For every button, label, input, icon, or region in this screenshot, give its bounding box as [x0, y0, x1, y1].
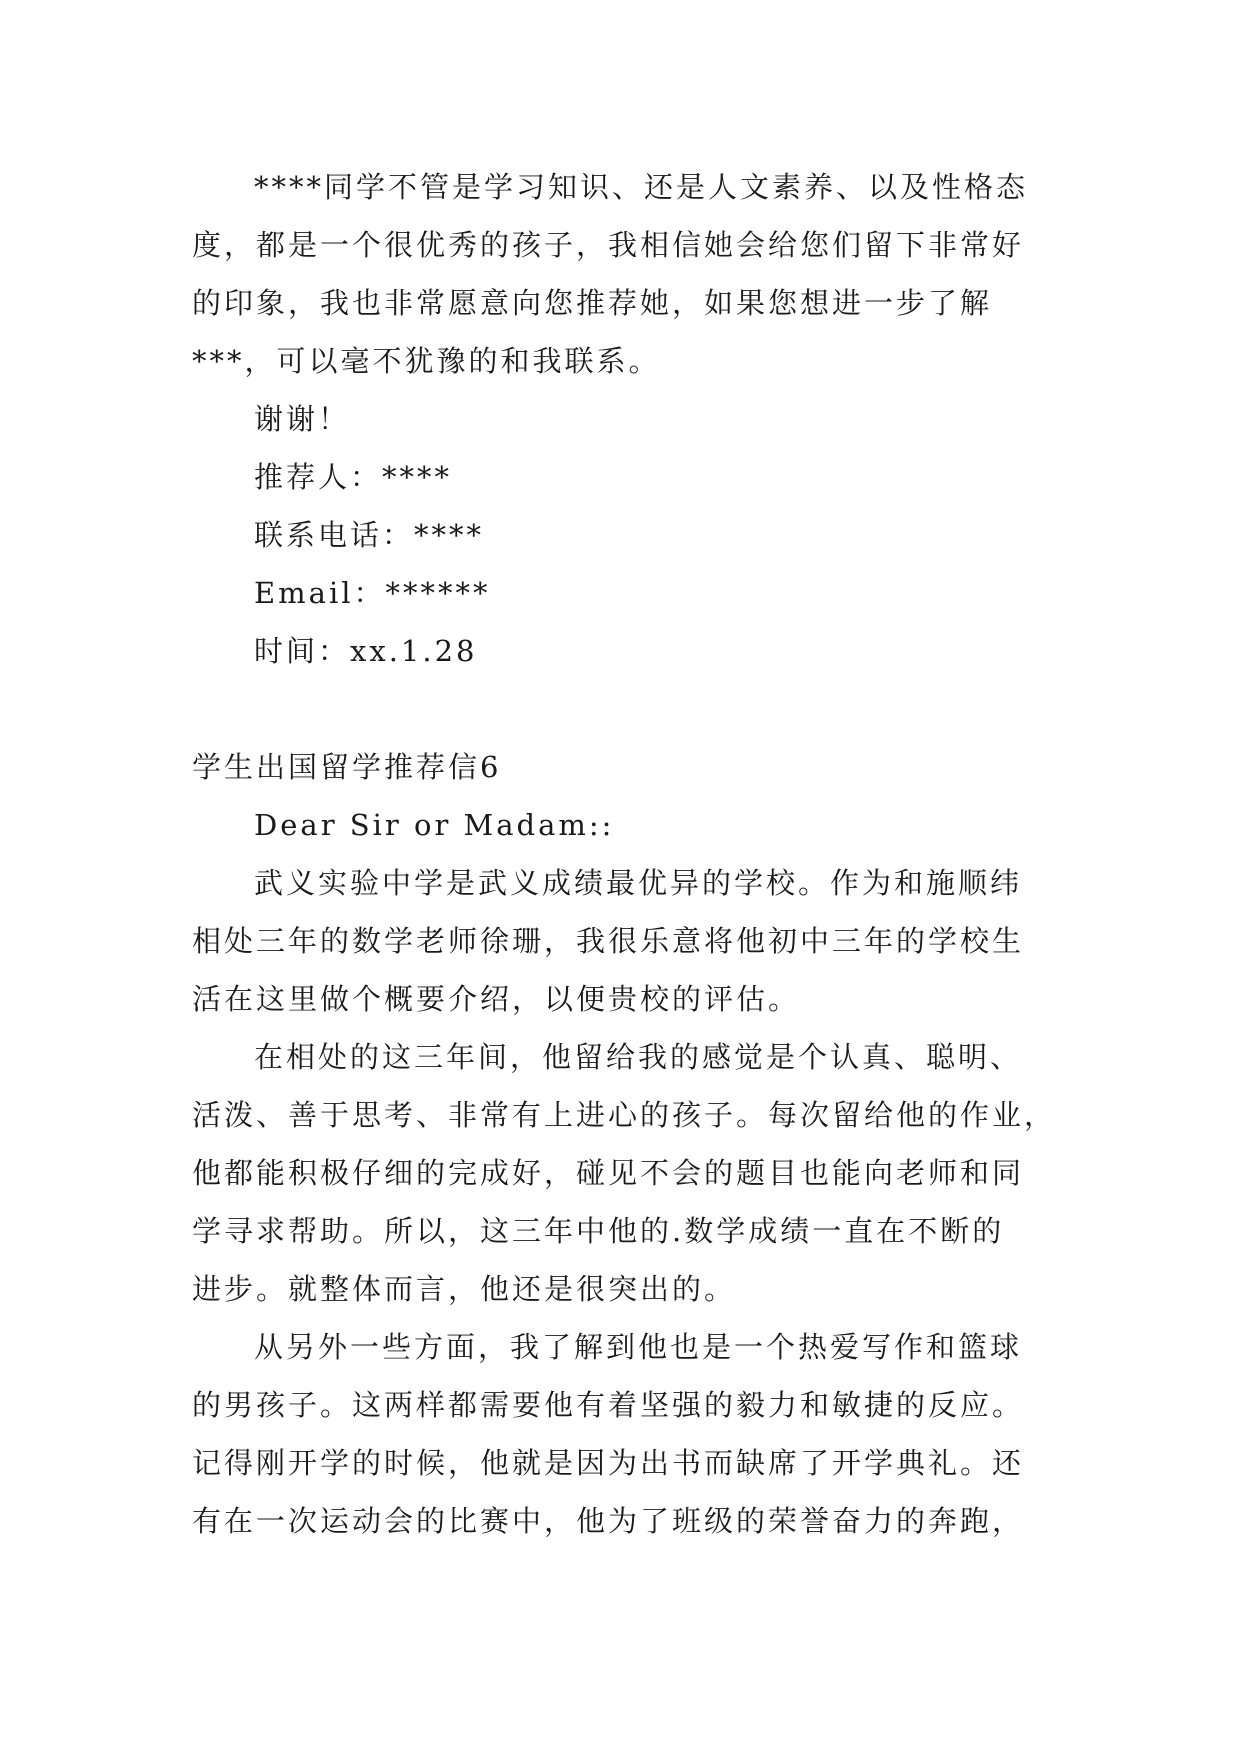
- text-line: 有在一次运动会的比赛中，他为了班级的荣誉奋力的奔跑，: [192, 1504, 1025, 1538]
- document-body: [192, 158, 1072, 1550]
- section-gap: [192, 680, 1072, 738]
- section-title: 学生出国留学推荐信6: [192, 750, 502, 784]
- text-line: 学寻求帮助。所以，这三年中他的.数学成绩一直在不断的: [192, 1214, 1005, 1248]
- text-line: 在相处的这三年间，他留给我的感觉是个认真、聪明、: [254, 1040, 1023, 1074]
- text-line: 记得刚开学的时候，他就是因为出书而缺席了开学典礼。还: [192, 1446, 1025, 1480]
- phone-line: 联系电话：****: [254, 518, 485, 552]
- text-line: 活泼、善于思考、非常有上进心的孩子。每次留给他的作业，: [192, 1098, 1057, 1132]
- date-line: 时间：xx.1.28: [254, 634, 478, 668]
- text-line: ****同学不管是学习知识、还是人文素养、以及性格态: [254, 170, 1029, 204]
- salutation: Dear Sir or Madam::: [254, 808, 615, 842]
- text-line: 武义实验中学是武义成绩最优异的学校。作为和施顺纬: [254, 866, 1023, 900]
- paragraph-student-hobbies: [192, 1318, 1072, 1550]
- text-line: 从另外一些方面，我了解到他也是一个热爱写作和篮球: [254, 1330, 1023, 1364]
- text-line: ***，可以毫不犹豫的和我联系。: [192, 344, 661, 378]
- text-line: 活在这里做个概要介绍，以便贵校的评估。: [192, 982, 801, 1016]
- text-line: 相处三年的数学老师徐珊，我很乐意将他初中三年的学校生: [192, 924, 1025, 958]
- paragraph-school-intro: [192, 854, 1072, 1028]
- paragraph-recommendation-closing: [192, 158, 1072, 390]
- recommender-line: 推荐人：****: [254, 460, 453, 494]
- text-line: 的男孩子。这两样都需要他有着坚强的毅力和敏捷的反应。: [192, 1388, 1025, 1422]
- text-line: 的印象，我也非常愿意向您推荐她，如果您想进一步了解: [192, 286, 993, 320]
- thanks-line: 谢谢！: [254, 402, 351, 436]
- paragraph-student-character: [192, 1028, 1072, 1318]
- text-line: 进步。就整体而言，他还是很突出的。: [192, 1272, 737, 1306]
- text-line: 度，都是一个很优秀的孩子，我相信她会给您们留下非常好: [192, 228, 1025, 262]
- text-line: 他都能积极仔细的完成好，碰见不会的题目也能向老师和同: [192, 1156, 1025, 1190]
- email-line: Email：******: [254, 576, 491, 610]
